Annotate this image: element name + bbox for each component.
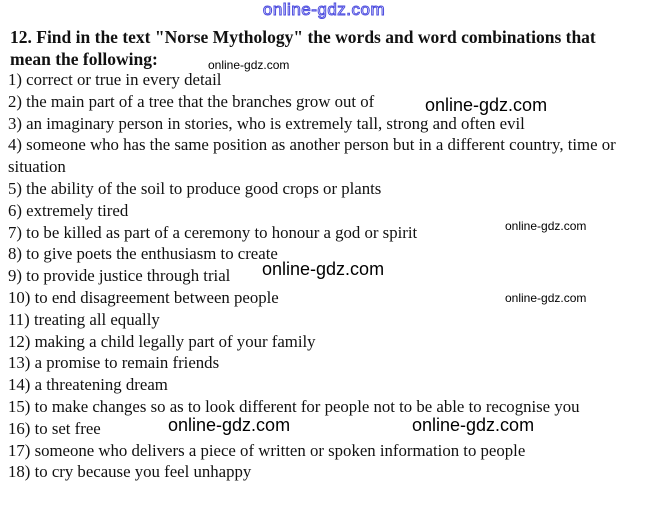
list-item: 15) to make changes so as to look different for people not to be able to recognise you [8,396,580,416]
watermark: online-gdz.com [208,58,290,72]
watermark: online-gdz.com [168,415,291,435]
list-item: 8) to give poets the enthusiasm to create [8,244,278,264]
list-item: 12) making a child legally part of your family [8,331,316,351]
list-item: 6) extremely tired [8,200,129,220]
list-item: 4) someone who has the same position as another person but in a different country, time or situation [8,135,616,177]
list-item: 17) someone who delivers a piece of written or spoken information to people [8,440,526,460]
list-item: 18) to cry because you feel unhappy [8,462,252,482]
watermark: online-gdz.com [412,415,535,435]
list-item: 2) the main part of a tree that the branches grow out of [8,91,375,111]
list-item: 5) the ability of the soil to produce good crops or plants [8,178,382,198]
list-item: 1) correct or true in every detail [8,70,222,89]
exercise-title: 12. Find in the text "Norse Mythology" the words and word combinations that mean the following: [10,27,596,69]
watermark: online-gdz.com [505,219,587,233]
list-item: 9) to provide justice through trial [8,266,231,286]
watermark: online-gdz.com [425,95,548,115]
watermark: online-gdz.com [262,259,385,279]
list-item: 11) treating all equally [8,309,160,329]
list-item: 3) an imaginary person in stories, who is extremely tall, strong and often evil [8,113,525,133]
watermark: online-gdz.com [505,291,587,305]
header-watermark: online-gdz.com [262,0,386,19]
list-item: 10) to end disagreement between people [8,287,279,307]
list-item: 7) to be killed as part of a ceremony to honour a god or spirit [8,222,418,242]
list-item: 13) a promise to remain friends [8,353,220,373]
list-item: 16) to set free [8,418,101,438]
list-item: 14) a threatening dream [8,375,168,395]
